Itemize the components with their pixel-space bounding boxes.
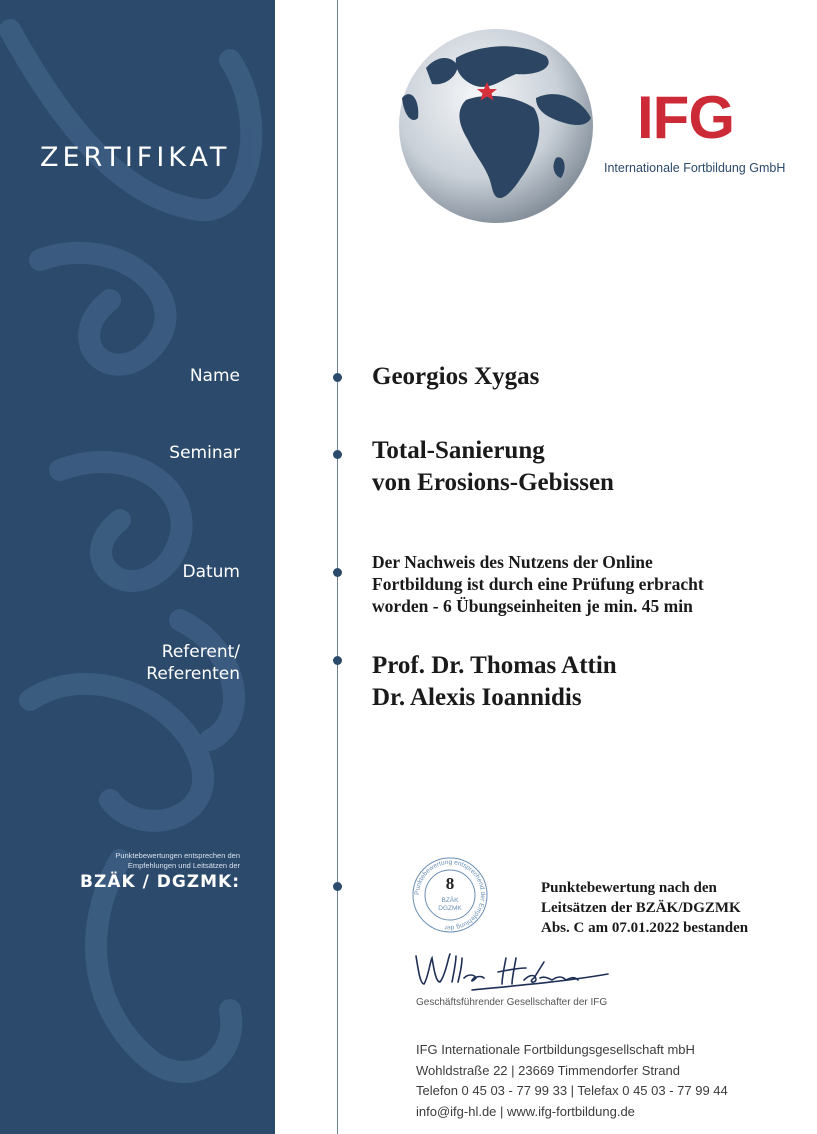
globe-icon: [396, 28, 596, 224]
points-note: [115, 851, 240, 871]
ifg-logo: [637, 83, 734, 152]
label-bzaek: BZÄK / DGZMK:: [80, 872, 240, 892]
seal-ring-text: Punktebewertung entsprechend der Empfehlung der: [413, 858, 487, 932]
label-seminar: Seminar: [169, 443, 240, 463]
points-statement: [541, 878, 748, 938]
signature-caption: Geschäftsführender Gesellschafter der IFG: [416, 997, 608, 1008]
datum-line2: Fortbildung ist durch eine Prüfung erbracht: [372, 574, 704, 594]
points-seal: [410, 855, 490, 935]
referent-2: Dr. Alexis Ioannidis: [372, 684, 582, 711]
seminar-title-line2: von Erosions-Gebissen: [372, 469, 614, 496]
seminar-title: [372, 435, 614, 499]
signature-mark: [412, 948, 612, 994]
points-statement-line1: Punktebewertung nach den: [541, 880, 717, 896]
seal-points: 8: [445, 874, 455, 893]
bullet-datum: [333, 568, 342, 577]
points-note-line1: Punktebewertungen entsprechen den: [115, 851, 240, 860]
footer-address: Wohldstraße 22 | 23669 Timmendorfer Strand: [416, 1062, 680, 1078]
points-statement-line3: Abs. C am 07.01.2022 bestanden: [541, 920, 749, 936]
seal-unit-1: BZÄK: [441, 897, 459, 904]
bullet-bzaek: [333, 882, 342, 891]
footer-contact: [416, 1040, 728, 1122]
label-name: Name: [189, 366, 240, 386]
referent-names: [372, 650, 617, 714]
ifg-logo-subtitle: Internationale Fortbildung GmbH: [604, 161, 786, 175]
datum-line1: Der Nachweis des Nutzens der Online: [372, 552, 653, 572]
label-referent-line2: Referenten: [146, 664, 240, 684]
datum-line3: worden - 6 Übungseinheiten je min. 45 min: [372, 596, 693, 616]
bullet-referent: [333, 656, 342, 665]
footer-web: info@ifg-hl.de | www.ifg-fortbildung.de: [416, 1103, 635, 1119]
datum-text: [372, 551, 704, 617]
bullet-seminar: [333, 450, 342, 459]
sidebar-panel: [0, 0, 275, 1134]
ifg-logo-text: IFG: [637, 84, 734, 151]
label-referent-line1: Referent/: [161, 642, 240, 662]
points-note-line2: Empfehlungen und Leitsätzen der: [127, 861, 240, 870]
seminar-title-line1: Total-Sanierung: [372, 437, 545, 464]
certificate-title: ZERTIFIKAT: [40, 142, 231, 173]
divider-line: [337, 0, 338, 1134]
bullet-name: [333, 373, 342, 382]
participant-name: Georgios Xygas: [372, 363, 540, 390]
label-referent: [146, 641, 240, 685]
points-statement-line2: Leitsätzen der BZÄK/DGZMK: [541, 900, 741, 916]
seal-unit-2: DGZMK: [438, 905, 462, 912]
footer-phone: Telefon 0 45 03 - 77 99 33 | Telefax 0 45 03 - 77 99 44: [416, 1083, 728, 1098]
footer-company: IFG Internationale Fortbildungsgesellschaft mbH: [416, 1042, 695, 1057]
referent-1: Prof. Dr. Thomas Attin: [372, 652, 617, 679]
label-datum: Datum: [182, 562, 240, 582]
